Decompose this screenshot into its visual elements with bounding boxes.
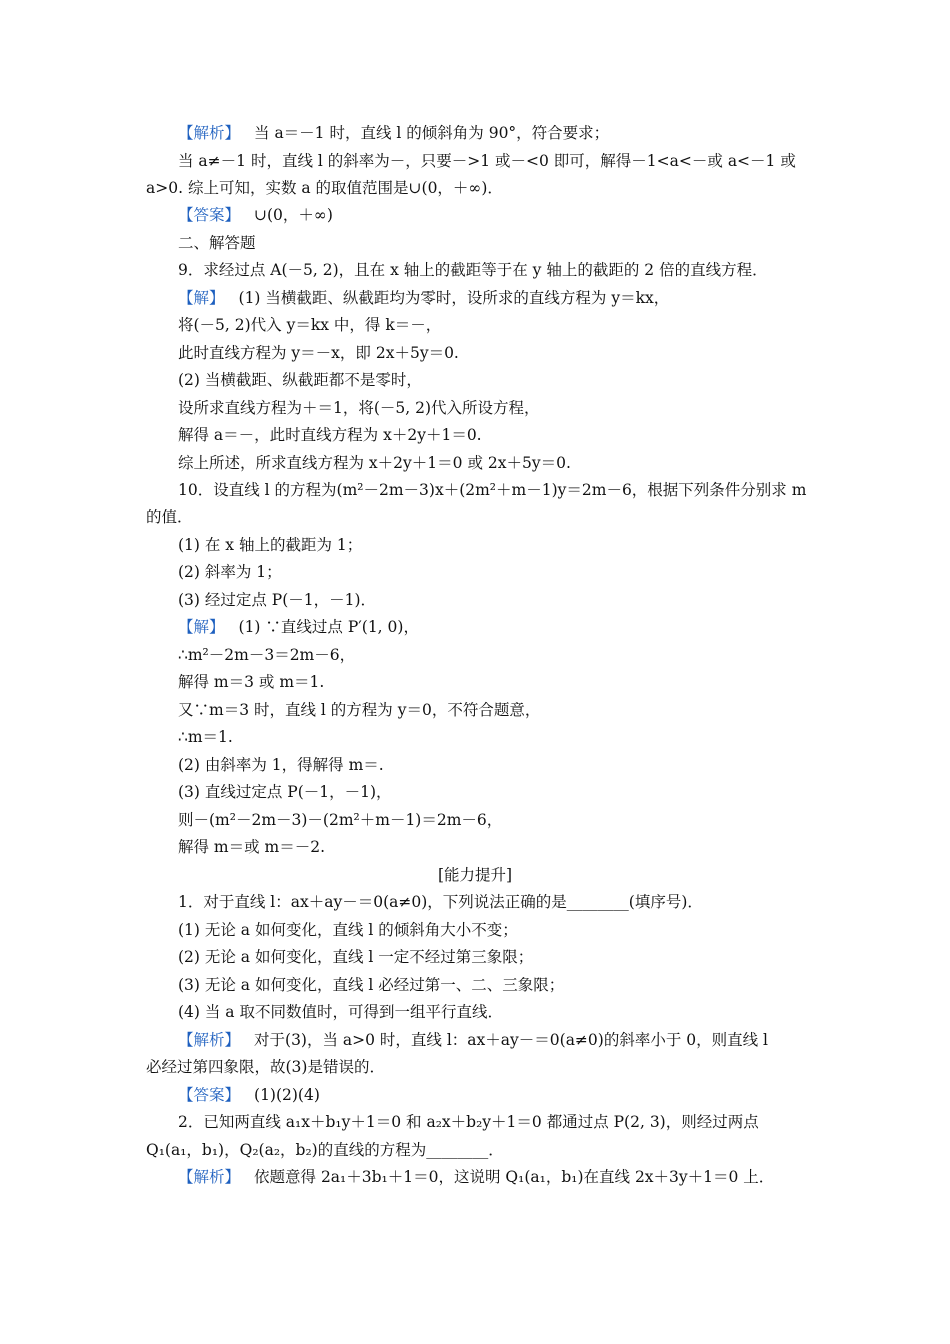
- text-line: (3) 无论 a 如何变化，直线 l 必经过第一、二、三象限；: [178, 976, 565, 994]
- answer-tag: 【答案】: [178, 206, 241, 224]
- analysis-line-3: [178, 1166, 774, 1188]
- analysis-tag: 【解析】: [178, 1168, 241, 1186]
- solution-line-1: [178, 287, 669, 309]
- answer-line-1: [178, 204, 333, 226]
- answer-line-2: [178, 1084, 320, 1106]
- text-line: (4) 当 a 取不同数值时，可得到一组平行直线．: [178, 1003, 503, 1021]
- answer-tag: 【答案】: [178, 1086, 241, 1104]
- section-heading: 二、解答题: [178, 234, 256, 252]
- question-9: 9．求经过点 A(－5, 2)，且在 x 轴上的截距等于在 y 轴上的截距的 2 倍的直线方程．: [178, 261, 768, 279]
- text-line: 将(－5, 2)代入 y＝kx 中，得 k＝－，: [178, 316, 442, 334]
- text-line: (3) 经过定点 P(－1，－1)．: [178, 591, 377, 609]
- text-line: 依题意得 2a₁＋3b₁＋1＝0，这说明 Q₁(a₁，b₁)在直线 2x＋3y＋1＝0 上．: [254, 1168, 775, 1186]
- text-line: 综上所述，所求直线方程为 x＋2y＋1＝0 或 2x＋5y＝0.: [178, 454, 571, 472]
- text-line: 必经过第四象限，故(3)是错误的．: [146, 1058, 385, 1076]
- text-line: (1) 无论 a 如何变化，直线 l 的倾斜角大小不变；: [178, 921, 518, 939]
- text-line: 则－(m²－2m－3)－(2m²＋m－1)＝2m－6，: [178, 811, 503, 829]
- text-line: (2) 斜率为 1；: [178, 563, 282, 581]
- text-line: 对于(3)，当 a>0 时，直线 l：ax＋ay－＝0(a≠0)的斜率小于 0，则直线 l: [254, 1031, 768, 1049]
- solution-tag: 【解】: [178, 618, 225, 636]
- analysis-line-2: [178, 1029, 768, 1051]
- solution-line-2: [178, 616, 419, 638]
- analysis-tag: 【解析】: [178, 1031, 241, 1049]
- question-1: 1．对于直线 l：ax＋ay－＝0(a≠0)，下列说法正确的是________(填序号)．: [178, 893, 703, 911]
- text-line: 当 a≠－1 时，直线 l 的斜率为－，只要－>1 或－<0 即可，解得－1<a<－或 a<－1 或: [178, 152, 796, 170]
- text-line: 当 a＝－1 时，直线 l 的倾斜角为 90°，符合要求；: [254, 124, 610, 142]
- text-line: (3) 直线过定点 P(－1，－1)，: [178, 783, 392, 801]
- text-line: (2) 由斜率为 1，得解得 m＝.: [178, 756, 384, 774]
- solution-tag: 【解】: [178, 289, 225, 307]
- text-line: 设所求直线方程为＋＝1，将(－5, 2)代入所设方程，: [178, 399, 540, 417]
- text-line: (2) 当横截距、纵截距都不是零时，: [178, 371, 422, 389]
- text-line: 的值．: [146, 508, 193, 526]
- question-2: 2．已知两直线 a₁x＋b₁y＋1＝0 和 a₂x＋b₂y＋1＝0 都通过点 P(2, 3)，则经过两点: [178, 1113, 759, 1131]
- text-line: (1)(2)(4): [254, 1086, 320, 1104]
- text-line: a>0. 综上可知，实数 a 的取值范围是∪(0，＋∞)．: [146, 179, 503, 197]
- text-line: 解得 m＝3 或 m＝1.: [178, 673, 325, 691]
- text-line: ∴m²－2m－3＝2m－6，: [178, 646, 356, 664]
- text-line: 解得 m＝或 m＝－2.: [178, 838, 326, 856]
- analysis-tag: 【解析】: [178, 124, 241, 142]
- text-line: (2) 无论 a 如何变化，直线 l 一定不经过第三象限；: [178, 948, 534, 966]
- section-heading: [能力提升]: [437, 866, 513, 884]
- question-10: 10．设直线 l 的方程为(m²－2m－3)x＋(2m²＋m－1)y＝2m－6，根据下列条件分别求 m: [178, 481, 807, 499]
- text-line: Q₁(a₁，b₁)，Q₂(a₂，b₂)的直线的方程为________．: [146, 1141, 504, 1159]
- text-line: ∴m＝1.: [178, 728, 233, 746]
- text-line: 解得 a＝－，此时直线方程为 x＋2y＋1＝0.: [178, 426, 482, 444]
- text-line: (1) ∵直线过点 P′(1, 0)，: [238, 618, 419, 636]
- text-line: ∪(0，＋∞): [254, 206, 333, 224]
- text-line: (1) 在 x 轴上的截距为 1；: [178, 536, 363, 554]
- text-line: 此时直线方程为 y＝－x，即 2x＋5y＝0.: [178, 344, 459, 362]
- text-line: (1) 当横截距、纵截距均为零时，设所求的直线方程为 y＝kx，: [238, 289, 670, 307]
- analysis-line-1: [178, 122, 609, 144]
- text-line: 又∵m＝3 时，直线 l 的方程为 y＝0，不符合题意，: [178, 701, 541, 719]
